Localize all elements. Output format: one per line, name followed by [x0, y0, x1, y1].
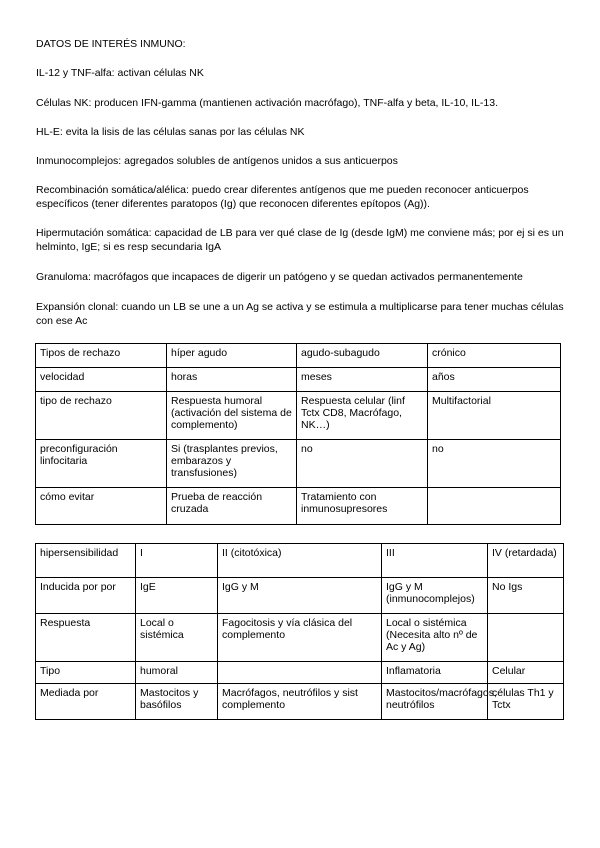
note-il12: IL-12 y TNF-alfa: activan células NK: [36, 67, 204, 79]
note-immunocomplexes: Inmunocomplejos: agregados solubles de antígenos unidos a sus anticuerpos: [36, 155, 398, 167]
table-cell: Tipos de rechazo: [36, 344, 167, 368]
table-cell: IgG y M: [218, 578, 382, 614]
table-cell: humoral: [136, 662, 218, 684]
note-hypermutation: Hipermutación somática: capacidad de LB para ver qué clase de Ig (desde IgM) me conviene más; por ej si es un helminto, IgE; si es resp secundaria IgA: [36, 227, 564, 253]
table-cell: III: [382, 544, 488, 578]
table-cell: Multifactorial: [428, 392, 561, 440]
table-cell: híper agudo: [167, 344, 297, 368]
document-title: DATOS DE INTERÉS INMUNO:: [36, 38, 186, 50]
table-cell: [428, 488, 561, 525]
table-cell: Celular: [488, 662, 564, 684]
table-row: [36, 578, 564, 614]
table-cell: [488, 614, 564, 662]
table-cell: Inflamatoria: [382, 662, 488, 684]
table-cell: IV (retardada): [488, 544, 564, 578]
table-cell: Mastocitos/macrófagos, neutrófilos: [382, 684, 488, 720]
table-cell: horas: [167, 368, 297, 392]
table-cell: Prueba de reacción cruzada: [167, 488, 297, 525]
table-row: [36, 440, 561, 488]
table-cell: agudo-subagudo: [297, 344, 428, 368]
note-recombination: Recombinación somática/alélica: puedo crear diferentes antígenos que me pueden reconocer anticuerpos específicos (tener diferentes paratopos (Ig) que reconocen diferentes epítopos (Ag)).: [36, 184, 529, 210]
table-cell: I: [136, 544, 218, 578]
table-cell: Mediada por: [36, 684, 136, 720]
table-cell: células Th1 y Tctx: [488, 684, 564, 720]
table-row: [36, 392, 561, 440]
table-cell: hipersensibilidad: [36, 544, 136, 578]
table-cell: IgG y M (inmunocomplejos): [382, 578, 488, 614]
table-cell: Macrófagos, neutrófilos y sist complemento: [218, 684, 382, 720]
table-row: [36, 662, 564, 684]
table-row: [36, 368, 561, 392]
table-cell: II (citotóxica): [218, 544, 382, 578]
table-cell: años: [428, 368, 561, 392]
table-cell: velocidad: [36, 368, 167, 392]
table-cell: Si (trasplantes previos, embarazos y transfusiones): [167, 440, 297, 488]
table-row: [36, 544, 564, 578]
table-cell: Tipo: [36, 662, 136, 684]
table-cell: Respuesta humoral (activación del sistema de complemento): [167, 392, 297, 440]
table-cell: Fagocitosis y vía clásica del complemento: [218, 614, 382, 662]
table-cell: Local o sistémica: [136, 614, 218, 662]
table-cell: [218, 662, 382, 684]
table-cell: No Igs: [488, 578, 564, 614]
table-row: [36, 614, 564, 662]
table-cell: cómo evitar: [36, 488, 167, 525]
table-row: [36, 344, 561, 368]
table-cell: tipo de rechazo: [36, 392, 167, 440]
note-hle: HL-E: evita la lisis de las células sanas por las células NK: [36, 126, 305, 138]
table-cell: Inducida por por: [36, 578, 136, 614]
table-cell: no: [297, 440, 428, 488]
table-cell: Local o sistémica (Necesita alto nº de Ac y Ag): [382, 614, 488, 662]
table-row: [36, 684, 564, 720]
rejection-types-table: [35, 343, 561, 525]
hypersensitivity-table: [35, 543, 564, 720]
table-cell: IgE: [136, 578, 218, 614]
note-nk-cells: Células NK: producen IFN-gamma (mantienen activación macrófago), TNF-alfa y beta, IL-10, IL-13.: [36, 97, 499, 109]
table-row: [36, 488, 561, 525]
note-granuloma: Granuloma: macrófagos que incapaces de digerir un patógeno y se quedan activados permanentemente: [36, 271, 523, 283]
table-cell: Tratamiento con inmunosupresores: [297, 488, 428, 525]
table-cell: no: [428, 440, 561, 488]
table-cell: meses: [297, 368, 428, 392]
table-cell: Respuesta celular (linf Tctx CD8, Macrófago, NK…): [297, 392, 428, 440]
note-clonal-expansion: Expansión clonal: cuando un LB se une a un Ag se activa y se estimula a multiplicarse para tener muchas células con ese Ac: [36, 301, 564, 327]
table-cell: Mastocitos y basófilos: [136, 684, 218, 720]
table-cell: Respuesta: [36, 614, 136, 662]
table-cell: crónico: [428, 344, 561, 368]
table-cell: preconfiguración linfocitaria: [36, 440, 167, 488]
